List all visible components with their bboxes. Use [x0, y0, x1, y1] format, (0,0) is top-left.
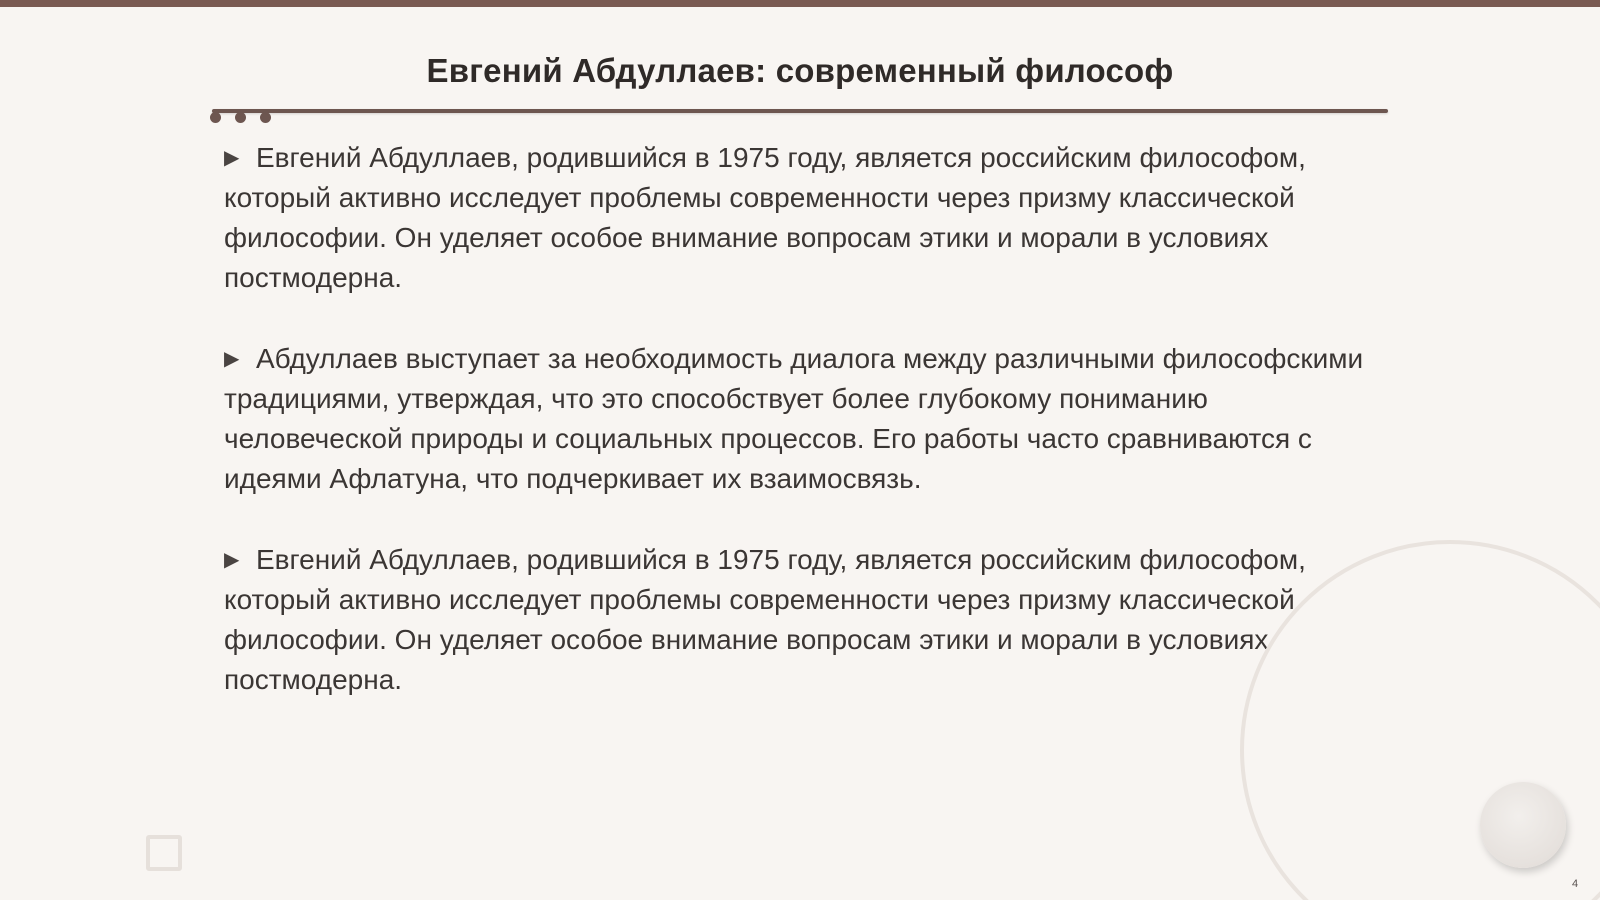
bullet-item-1 — [224, 138, 1394, 298]
page-number: 4 — [1571, 878, 1579, 890]
top-accent-bar — [0, 0, 1600, 7]
bullet-text: Евгений Абдуллаев, родившийся в 1975 году, является российским философом, который активно исследует проблемы современности через призму классической философии. Он уделяет особое внимание вопросам этики и морали в условиях постмодерна. — [224, 544, 1306, 695]
bullet-text: Абдуллаев выступает за необходимость диалога между различными философскими традициями, утверждая, что это способствует более глубокому пониманию человеческой природы и социальных процессов. Его работы часто сравниваются с идеями Афлатуна, что подчеркивает их взаимосвязь. — [224, 343, 1364, 494]
bullet-item-2 — [224, 339, 1394, 499]
decorative-square — [146, 835, 182, 871]
bullet-arrow-icon: ▶ — [224, 348, 240, 370]
title-underline — [212, 109, 1388, 113]
decorative-dot-2 — [235, 112, 246, 123]
decorative-circle-button — [1480, 782, 1566, 868]
decorative-dot-1 — [210, 112, 221, 123]
bullet-item-3 — [224, 540, 1394, 700]
slide-title: Евгений Абдуллаев: современный философ — [426, 52, 1174, 89]
bullet-list — [224, 138, 1394, 741]
decorative-dot-3 — [260, 112, 271, 123]
bullet-arrow-icon: ▶ — [224, 549, 240, 571]
bullet-arrow-icon: ▶ — [224, 147, 240, 169]
bullet-text: Евгений Абдуллаев, родившийся в 1975 году, является российским философом, который активно исследует проблемы современности через призму классической философии. Он уделяет особое внимание вопросам этики и морали в условиях постмодерна. — [224, 142, 1306, 293]
